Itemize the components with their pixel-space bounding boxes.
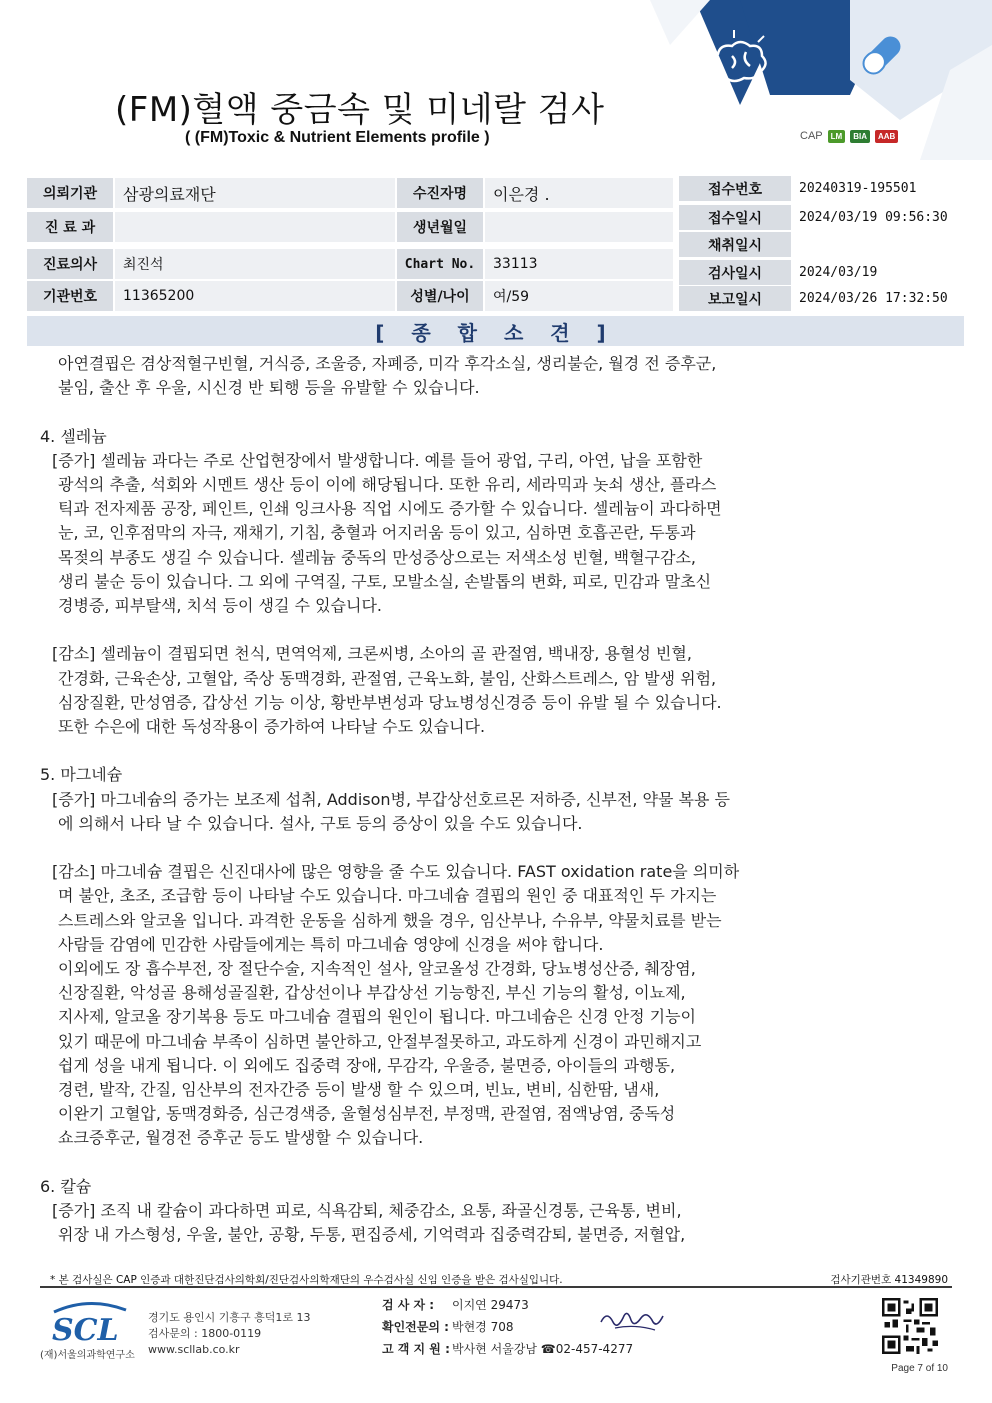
text-line: [증가] 셀레늄 과다는 주로 산업현장에서 발생합니다. 예를 들어 광업, 구리, 아연, 납을 포함한 — [52, 450, 703, 470]
report-title: (FM)혈액 중금속 및 미네랄 검사 — [115, 90, 605, 130]
receipt-no-value: 20240319-195501 — [799, 181, 917, 196]
report-subtitle: ( (FM)Toxic & Nutrient Elements profile ) — [185, 129, 490, 146]
text-line: 또한 수은에 대한 독성작용이 증가하여 나타날 수도 있습니다. — [58, 717, 486, 737]
lab-name: (재)서울의과학연구소 — [40, 1350, 135, 1361]
heading-selenium: 4. 셀레늄 — [40, 426, 107, 446]
text-line: 쇼크증후군, 월경전 증후군 등도 발생할 수 있습니다. — [58, 1128, 424, 1148]
heading-calcium: 6. 칼슘 — [40, 1176, 92, 1196]
chart-label: Chart No. — [397, 249, 483, 279]
lm-logo: LM — [828, 130, 846, 143]
specialist-value: 박현경 708 — [452, 1320, 514, 1334]
sexage-value: 여/59 — [485, 281, 673, 311]
text-line: 광석의 추출, 석회와 시멘트 생산 등이 이에 해당됩니다. 또한 유리, 세라믹과 놋쇠 생산, 플라스 — [58, 475, 717, 494]
text-line: 경련, 발작, 간질, 임산부의 전자간증 등이 발생 할 수 있으며, 빈뇨, 변비, 심한땀, 냄새, — [58, 1080, 660, 1100]
certification-note: * 본 검사실은 CAP 인증과 대한진단검사의학회/진단검사의학재단의 우수검사실 신임 인증을 받은 검사실입니다. — [50, 1274, 563, 1286]
report-date-label: 보고일시 — [679, 286, 791, 311]
lab-website[interactable]: www.scllab.co.kr — [148, 1343, 240, 1356]
text-line: 생리 불순 등이 있습니다. 그 외에 구역질, 구토, 모발소실, 손발톱의 변화, 피로, 민감과 말초신 — [58, 571, 712, 591]
birth-label: 생년월일 — [397, 212, 483, 242]
patient-info-table — [27, 176, 964, 310]
summary-section-header — [27, 316, 964, 346]
institution-label: 의뢰기관 — [27, 178, 113, 208]
text-line: 신장질환, 악성골 용해성골질환, 갑상선이나 부갑상선 기능항진, 부신 기능의 활성, 이뇨제, — [58, 983, 686, 1003]
institution-value: 삼광의료재단 — [115, 178, 395, 208]
text-line: 목젖의 부종도 생길 수 있습니다. 셀레늄 중독의 만성증상으로는 저색소성 빈혈, 백혈구감소, — [58, 547, 696, 567]
doctor-value: 최진석 — [115, 249, 395, 279]
svg-text:SCL: SCL — [52, 1313, 119, 1348]
report-date-value: 2024/03/26 17:32:50 — [799, 291, 948, 306]
text-line: [감소] 셀레늄이 결핍되면 천식, 면역억제, 크론씨병, 소아의 골 관절염, 백내장, 용혈성 빈혈, — [52, 644, 692, 664]
text-line: 간경화, 근육손상, 고혈압, 죽상 동맥경화, 관절염, 근육노화, 불임, 산화스트레스, 암 발생 위험, — [58, 668, 717, 688]
lab-address: 경기도 용인시 기흥구 흥덕1로 13 — [148, 1311, 311, 1324]
aab-logo: AAB — [875, 130, 898, 143]
sexage-label: 성별/나이 — [397, 281, 483, 311]
code-label: 기관번호 — [27, 281, 113, 311]
chart-value: 33113 — [485, 249, 673, 279]
patient-value: 이은경 . — [485, 178, 673, 208]
text-line: [증가] 조직 내 칼슘이 과다하면 피로, 식욕감퇴, 체중감소, 요통, 좌골신경통, 근육통, 변비, — [52, 1201, 682, 1221]
certification-logos — [800, 124, 970, 148]
text-line: 틱과 전자제품 공장, 페인트, 인쇄 잉크사용 직업 시에도 증가할 수 있습니다. 셀레늄이 과다하면 — [58, 499, 722, 519]
test-date-value: 2024/03/19 — [799, 265, 878, 280]
support-label: 고 객 지 원 : — [382, 1342, 450, 1356]
tester-value: 이지연 29473 — [452, 1298, 529, 1312]
text-line: 눈, 코, 인후점막의 자극, 재채기, 기침, 충혈과 어지러움 등이 있고, 심하면 호흡곤란, 두통과 — [58, 523, 696, 543]
text-line: 지사제, 알코올 장기복용 등도 마그네슘 결핍의 원인이 됩니다. 마그네슘은 신경 안정 기능이 — [58, 1007, 696, 1027]
collect-value — [793, 232, 964, 257]
text-line: 스트레스와 알코올 입니다. 과격한 운동을 심하게 했을 경우, 임산부나, 수유부, 약물치료를 받는 — [58, 910, 722, 930]
text-line: 쉽게 성을 내게 됩니다. 이 외에도 집중력 장애, 무감각, 우울증, 불면증, 아이들의 과행동, — [58, 1055, 676, 1075]
text-line: 이완기 고혈압, 동맥경화증, 심근경색증, 울혈성심부전, 부정맥, 관절염, 점액낭염, 중독성 — [58, 1104, 676, 1124]
text-line: 위장 내 가스형성, 우울, 불안, 공황, 두통, 편집증세, 기억력과 집중력감퇴, 불면증, 저혈압, — [58, 1225, 686, 1245]
receipt-date-label: 접수일시 — [679, 205, 791, 230]
birth-value — [485, 212, 673, 242]
text-line: 사람들 감염에 민감한 사람들에게는 특히 마그네슘 영양에 신경을 써야 합니다. — [58, 934, 604, 954]
patient-label: 수진자명 — [397, 178, 483, 208]
text-line: [증가] 마그네슘의 증가는 보조제 섭취, Addison병, 부갑상선호르몬 저하증, 신부전, 약물 복용 등 — [52, 789, 730, 809]
qr-code[interactable] — [882, 1298, 938, 1354]
code-value: 11365200 — [115, 281, 395, 311]
summary-section-title: [ 종 합 소 견 ] — [375, 320, 616, 345]
text-line: 있기 때문에 마그네슘 부족이 심하면 불안하고, 안절부절못하고, 과도하게 신경이 과민해지고 — [58, 1031, 702, 1051]
specialist-label: 확인전문의 : — [382, 1320, 449, 1334]
text-line: 아연결핍은 겸상적혈구빈혈, 거식증, 조울증, 자폐증, 미각 후각소실, 생리불순, 월경 전 증후군, — [58, 354, 717, 373]
signature-image — [595, 1304, 675, 1334]
footer-divider — [40, 1286, 952, 1288]
lab-contact — [148, 1310, 311, 1358]
text-line: 에 의해서 나타 날 수 있습니다. 설사, 구토 등의 증상이 있을 수도 있습니다. — [58, 813, 583, 833]
text-line: 며 불안, 초조, 조급함 등이 나타날 수도 있습니다. 마그네슘 결핍의 원인 중 대표적인 두 가지는 — [58, 886, 717, 906]
report-header — [0, 0, 992, 170]
text-line: [감소] 마그네슘 결핍은 신진대사에 많은 영향을 줄 수도 있습니다. FAST oxidation rate을 의미하 — [52, 862, 740, 882]
cap-logo: CAP — [800, 130, 823, 142]
support-value: 박사현 서울강남 ☎02-457-4277 — [452, 1342, 634, 1356]
page-number: Page 7 of 10 — [891, 1363, 948, 1374]
text-line: 경병증, 피부탈색, 치석 등이 생길 수 있습니다. — [58, 596, 382, 616]
lab-phone: 검사문의 : 1800-0119 — [148, 1327, 262, 1340]
heading-magnesium: 5. 마그네슘 — [40, 765, 123, 785]
text-line: 이외에도 장 흡수부전, 장 절단수술, 지속적인 설사, 알코올성 간경화, 당뇨병성산증, 췌장염, — [58, 959, 696, 979]
text-line: 심장질환, 만성염증, 갑상선 기능 이상, 황반부변성과 당뇨병성신경증 등이 유발 될 수 있습니다. — [58, 692, 722, 712]
doctor-label: 진료의사 — [27, 249, 113, 279]
summary-content — [40, 352, 920, 1247]
dept-label: 진 료 과 — [27, 212, 113, 242]
receipt-date-value: 2024/03/19 09:56:30 — [799, 210, 948, 225]
registration-number: 검사기관번호 41349890 — [830, 1274, 948, 1286]
text-line: 불임, 출산 후 우울, 시신경 반 퇴행 등을 유발할 수 있습니다. — [58, 378, 480, 398]
bia-logo: BIA — [850, 130, 870, 143]
test-date-label: 검사일시 — [679, 260, 791, 285]
collect-label: 채취일시 — [679, 232, 791, 257]
dept-value — [115, 212, 395, 242]
receipt-no-label: 접수번호 — [679, 176, 791, 201]
tester-label: 검 사 자 : — [382, 1298, 435, 1312]
